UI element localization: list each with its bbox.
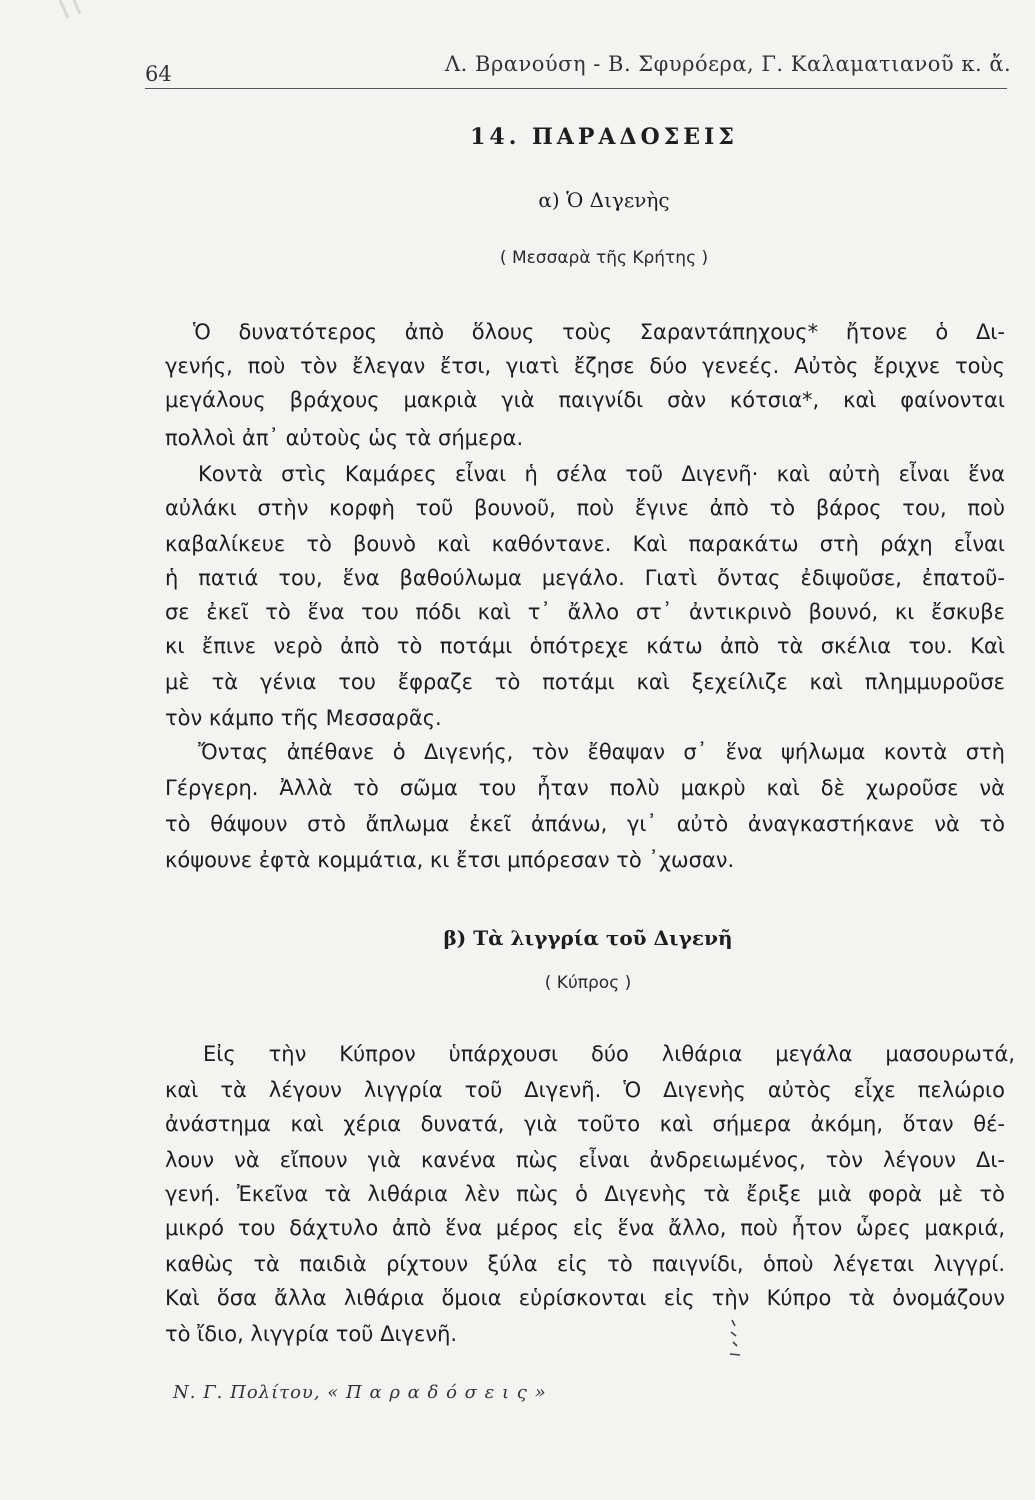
- text-line: καθὼς τὰ παιδιὰ ρίχτουν ξύλα εἰς τὸ παιγνίδι, ὁποὺ λέγεται λιγγρί.: [165, 1252, 1005, 1276]
- text-line: Ὄντας ἀπέθανε ὁ Διγενής, τὸν ἔθαψαν σ᾿ ἕνα ψήλωμα κοντὰ στὴ: [198, 740, 1005, 764]
- page-number: 64: [145, 62, 172, 86]
- text-line: τὸ θάψουν στὸ ἄπλωμα ἐκεῖ ἀπάνω, γι᾿ αὐτὸ ἀναγκαστήκανε νὰ τὸ: [165, 812, 1005, 836]
- text-line: πολλοὶ ἀπ᾿ αὐτοὺς ὡς τὰ σήμερα.: [165, 426, 524, 450]
- text-line: μεγάλους βράχους μακριὰ γιὰ παιγνίδι σὰν κότσια*, καὶ φαίνονται: [165, 388, 1005, 412]
- text-line: τὸν κάμπο τῆς Μεσσαρᾶς.: [165, 706, 442, 730]
- section-b-title: β) Τὰ λιγγρία τοῦ Διγενῆ: [443, 926, 733, 950]
- text-line: Εἰς τὴν Κύπρον ὑπάρχουσι δύο λιθάρια μεγάλα μασουρωτά,: [203, 1042, 1015, 1066]
- text-line: Καὶ ὅσα ἄλλα λιθάρια ὅμοια εὑρίσκονται εἰς τὴν Κύπρο τὰ ὀνομάζουν: [165, 1286, 1005, 1310]
- text-line: μικρό του δάχτυλο ἀπὸ ἕνα μέρος εἰς ἕνα ἄλλο, ποὺ ἦτον ὧρες μακριά,: [165, 1216, 1005, 1240]
- text-line: Γέργερη. Ἀλλὰ τὸ σῶμα του ἦταν πολὺ μακρὺ καὶ δὲ χωροῦσε νὰ: [165, 776, 1005, 800]
- text-line: λουν νὰ εἴπουν γιὰ κανένα πὼς εἶναι ἀνδρειωμένος, τὸν λέγουν Δι-: [165, 1148, 1005, 1172]
- section-b-place: ( Κύπρος ): [544, 973, 632, 993]
- chapter-title: 14. ΠΑΡΑΔΟΣΕΙΣ: [470, 124, 738, 150]
- text-line: καβαλίκευε τὸ βουνὸ καὶ καθόντανε. Καὶ παρακάτω στὴ ράχη εἶναι: [165, 532, 1005, 556]
- text-line: σε ἐκεῖ τὸ ἕνα του πόδι καὶ τ᾿ ἄλλο στ᾿ ἀντικρινὸ βουνό, κι ἔσκυβε: [165, 600, 1005, 624]
- text-line: ἡ πατιά του, ἕνα βαθούλωμα μεγάλο. Γιατὶ ὄντας ἐδιψοῦσε, ἐπατοῦ-: [165, 566, 1005, 590]
- header-rule: [145, 88, 1007, 89]
- text-line: τὸ ἴδιο, λιγγρία τοῦ Διγενῆ.: [165, 1322, 458, 1346]
- stray-ink-mark: [728, 1318, 742, 1358]
- text-line: ἀνάστημα καὶ χέρια δυνατά, γιὰ τοῦτο καὶ σήμερα ἀκόμη, ὅταν θέ-: [165, 1112, 1005, 1136]
- source-credit: Ν. Γ. Πολίτου, « Π α ρ α δ ό σ ε ι ς »: [173, 1382, 547, 1403]
- section-a-place: ( Μεσσαρὰ τῆς Κρήτης ): [499, 248, 709, 268]
- text-line: αὐλάκι στὴν κορφὴ τοῦ βουνοῦ, ποὺ ἔγινε ἀπὸ τὸ βάρος του, ποὺ: [165, 496, 1005, 520]
- scan-smudge-decoration: [40, 0, 100, 40]
- running-head: Λ. Βρανούση - Β. Σφυρόερα, Γ. Καλαματιανοῦ κ. ἄ.: [445, 52, 1012, 76]
- text-line: μὲ τὰ γένια του ἔφραζε τὸ ποτάμι καὶ ξεχείλιζε καὶ πλημμυροῦσε: [165, 670, 1005, 694]
- text-line: Κοντὰ στὶς Καμάρες εἶναι ἡ σέλα τοῦ Διγενῆ· καὶ αὐτὴ εἶναι ἕνα: [198, 462, 1005, 486]
- text-line: κι ἔπινε νερὸ ἀπὸ τὸ ποτάμι ὁπότρεχε κάτω ἀπὸ τὰ σκέλια του. Καὶ: [165, 634, 1005, 658]
- text-line: γενή. Ἐκεῖνα τὰ λιθάρια λὲν πὼς ὁ Διγενὴς τὰ ἔριξε μιὰ φορὰ μὲ τὸ: [165, 1182, 1005, 1206]
- section-a-title: α) Ὁ Διγενὴς: [538, 188, 670, 212]
- text-line: γενής, ποὺ τὸν ἔλεγαν ἔτσι, γιατὶ ἔζησε δύο γενεές. Αὐτὸς ἔριχνε τοὺς: [165, 354, 1005, 378]
- text-line: κόψουνε ἐφτὰ κομμάτια, κι ἔτσι μπόρεσαν τὸ ᾿χωσαν.: [165, 848, 735, 872]
- text-line: Ὁ δυνατότερος ἀπὸ ὅλους τοὺς Σαραντάπηχους* ἤτονε ὁ Δι-: [193, 320, 1005, 344]
- text-line: καὶ τὰ λέγουν λιγγρία τοῦ Διγενῆ. Ὁ Διγενὴς αὐτὸς εἶχε πελώριο: [165, 1078, 1005, 1102]
